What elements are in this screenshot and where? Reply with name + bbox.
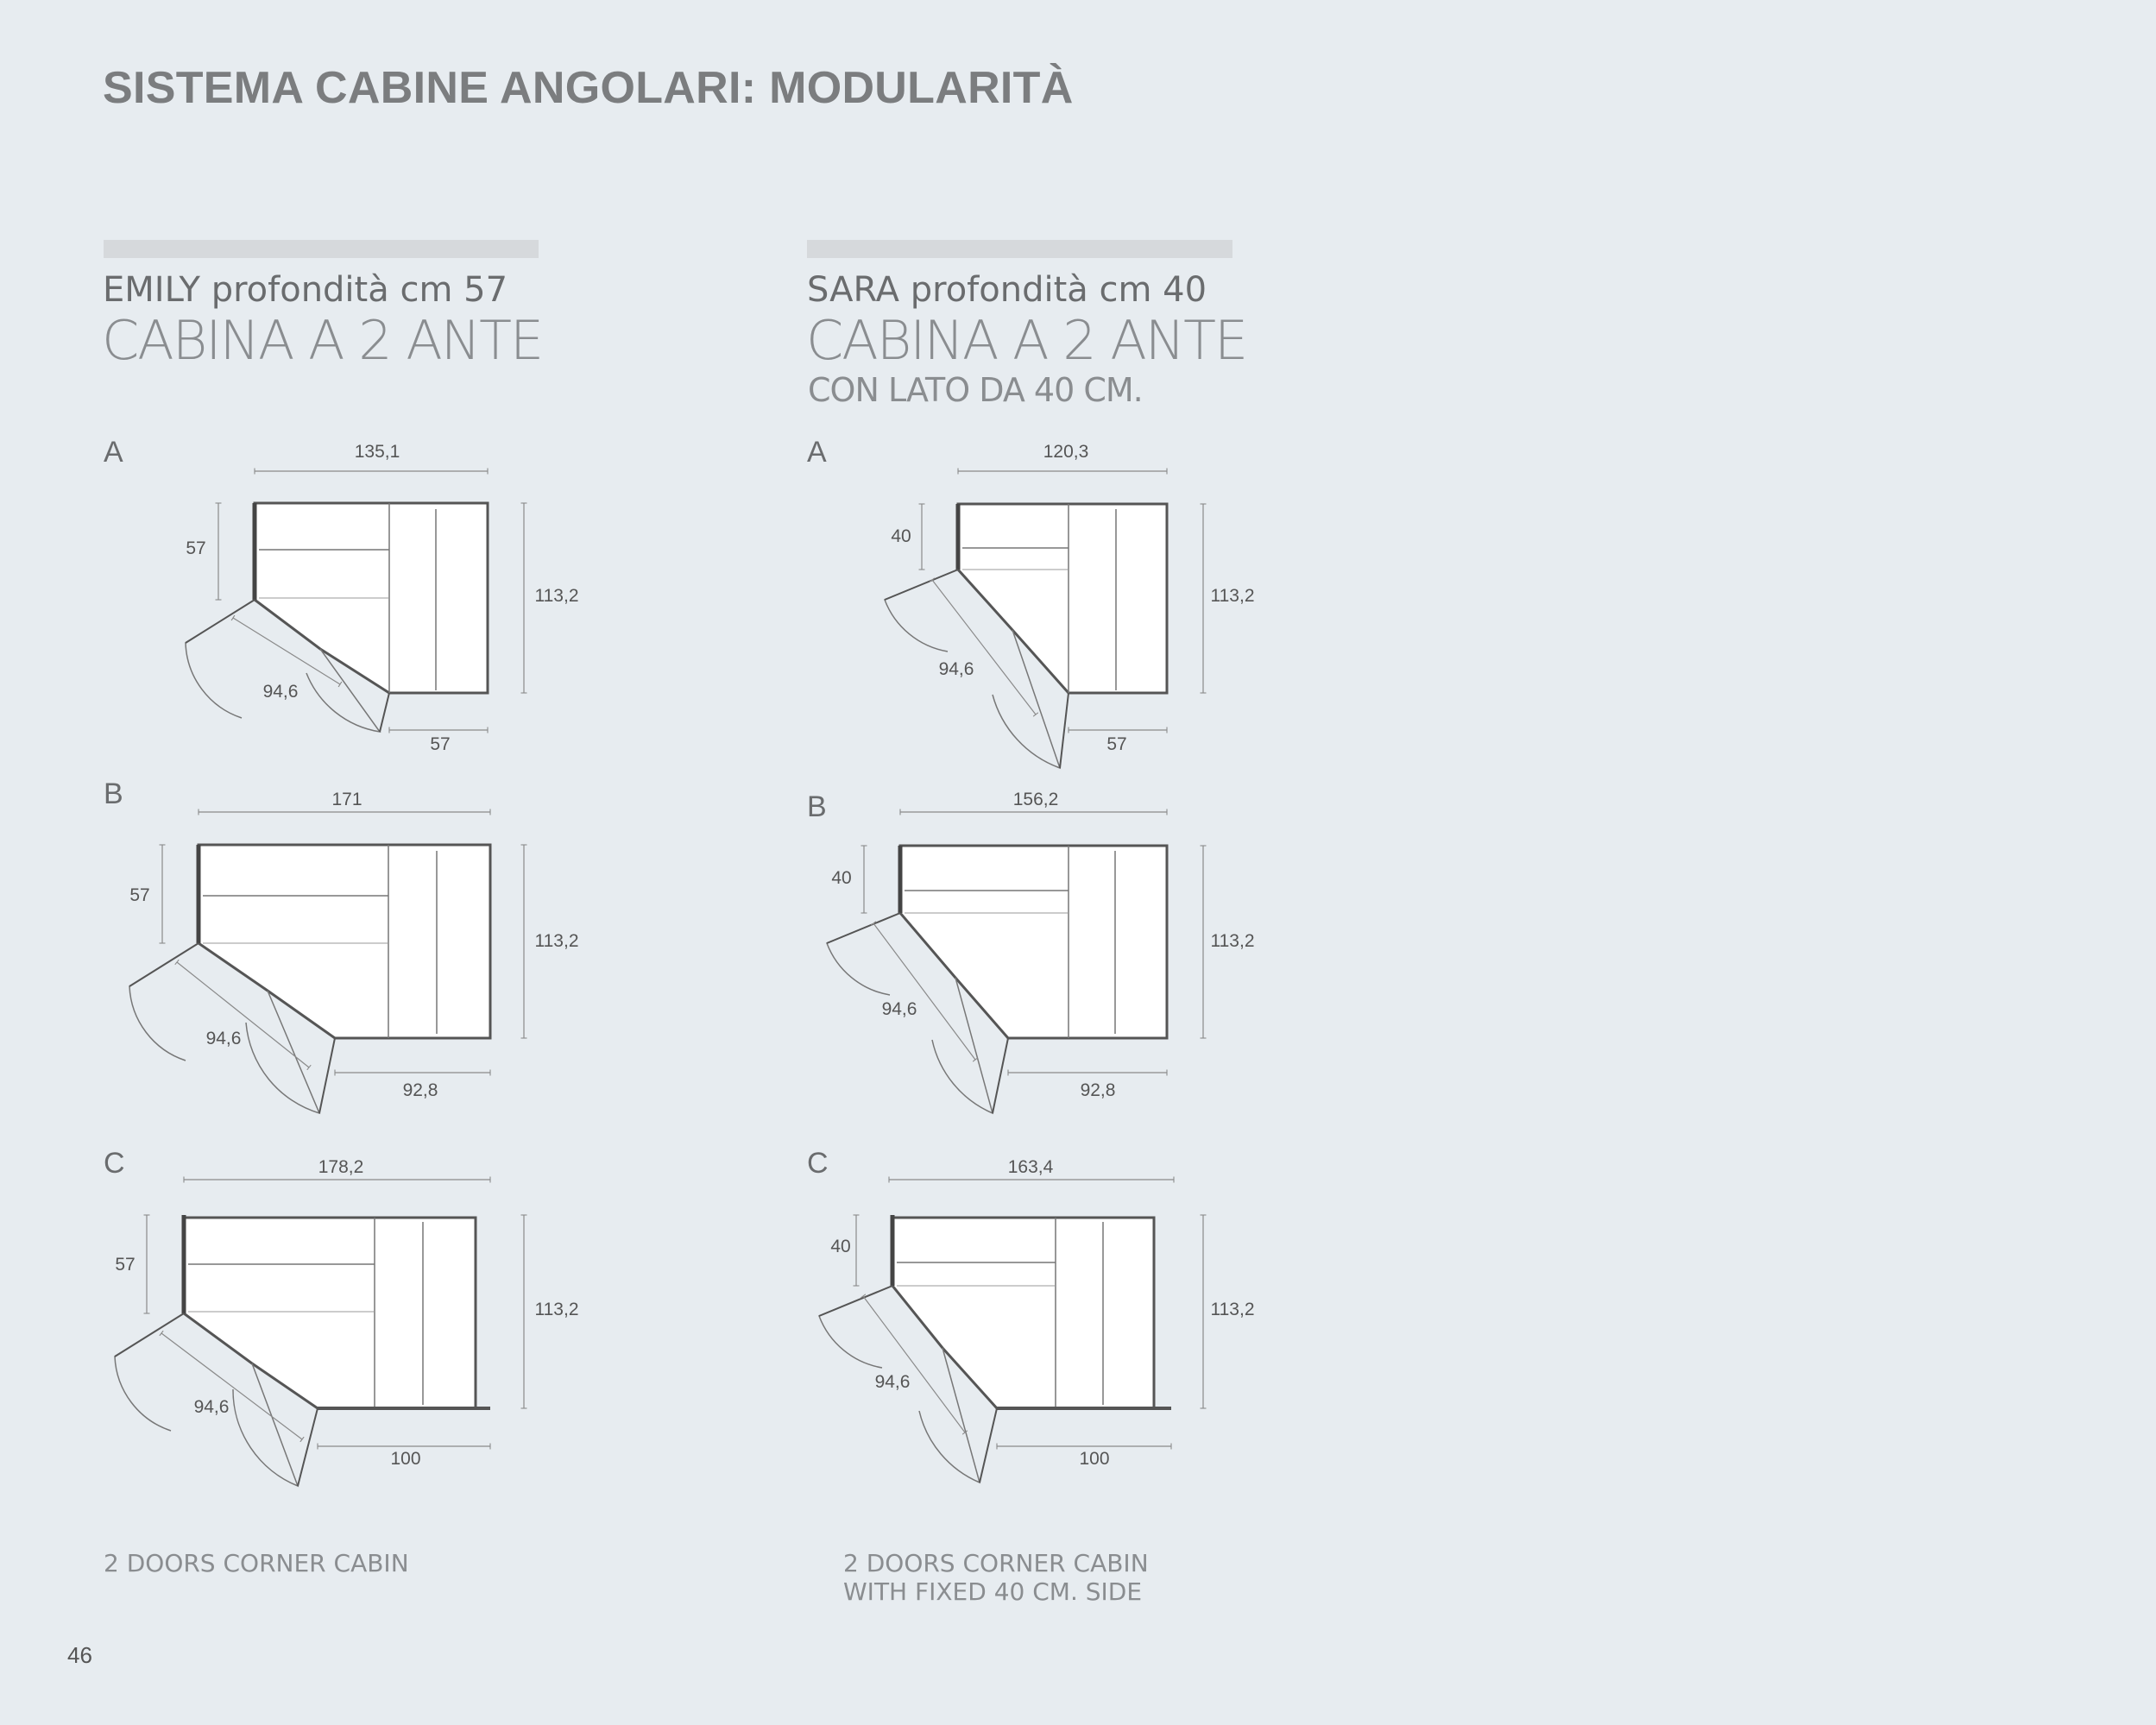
footer-line: 2 DOORS CORNER CABIN [843,1549,1149,1577]
footer-note-sara [843,1549,1149,1606]
dim-height: 113,2 [1210,1300,1255,1319]
footer-note-emily [104,1549,409,1577]
dim-depth: 57 [129,885,150,905]
dim-height: 113,2 [534,1300,579,1319]
plan-emily-c [104,1147,579,1486]
dim-height: 113,2 [534,586,579,606]
dim-depth: 40 [830,1237,851,1256]
variant-letter: C [807,1147,829,1180]
dim-side: 100 [1079,1449,1110,1469]
plan-sara-b [807,790,1255,1113]
heading-emily: CABINA A 2 ANTE [102,309,543,372]
plan-emily-a [104,436,579,754]
dim-side: 92,8 [402,1080,438,1100]
dim-width: 171 [331,790,362,809]
dim-height: 113,2 [1210,586,1255,606]
plan-sara-a [807,436,1255,768]
footer-line: WITH FIXED 40 CM. SIDE [843,1577,1143,1606]
dim-width: 156,2 [1012,790,1059,809]
dim-depth: 40 [831,868,852,888]
dim-door: 94,6 [874,1372,911,1392]
page-title: SISTEMA CABINE ANGOLARI: MODULARITÀ [103,63,1074,113]
dim-door: 94,6 [193,1397,230,1417]
dim-height: 113,2 [1210,931,1255,951]
dim-width: 178,2 [318,1157,364,1177]
dim-side: 57 [430,734,451,754]
dim-depth: 57 [115,1255,136,1275]
dim-width: 135,1 [354,442,400,462]
dim-depth: 40 [891,526,911,546]
dim-door: 94,6 [262,682,299,702]
dim-door: 94,6 [881,999,917,1019]
dim-side: 100 [390,1449,421,1469]
dim-width: 163,4 [1007,1157,1054,1177]
footer-line: 2 DOORS CORNER CABIN [104,1549,409,1577]
dim-depth: 57 [186,538,206,558]
page-number: 46 [67,1642,92,1668]
plan-emily-b [104,778,579,1113]
variant-letter: A [104,436,123,469]
plan-sara-c [807,1147,1255,1483]
dim-side: 57 [1106,734,1127,754]
variant-letter: C [104,1147,125,1180]
dim-width: 120,3 [1043,442,1089,462]
variant-letter: B [104,778,123,810]
dim-door: 94,6 [205,1029,242,1048]
variant-letter: B [807,790,827,823]
model-line-sara: SARA profondità cm 40 [807,270,1207,310]
heading-sara: CABINA A 2 ANTE [806,309,1247,372]
model-line-emily: EMILY profondità cm 57 [103,270,508,310]
variant-letter: A [807,436,827,469]
dim-height: 113,2 [534,931,579,951]
subheading-sara: CON LATO DA 40 CM. [808,371,1143,409]
dim-door: 94,6 [938,659,974,679]
dim-side: 92,8 [1080,1080,1116,1100]
